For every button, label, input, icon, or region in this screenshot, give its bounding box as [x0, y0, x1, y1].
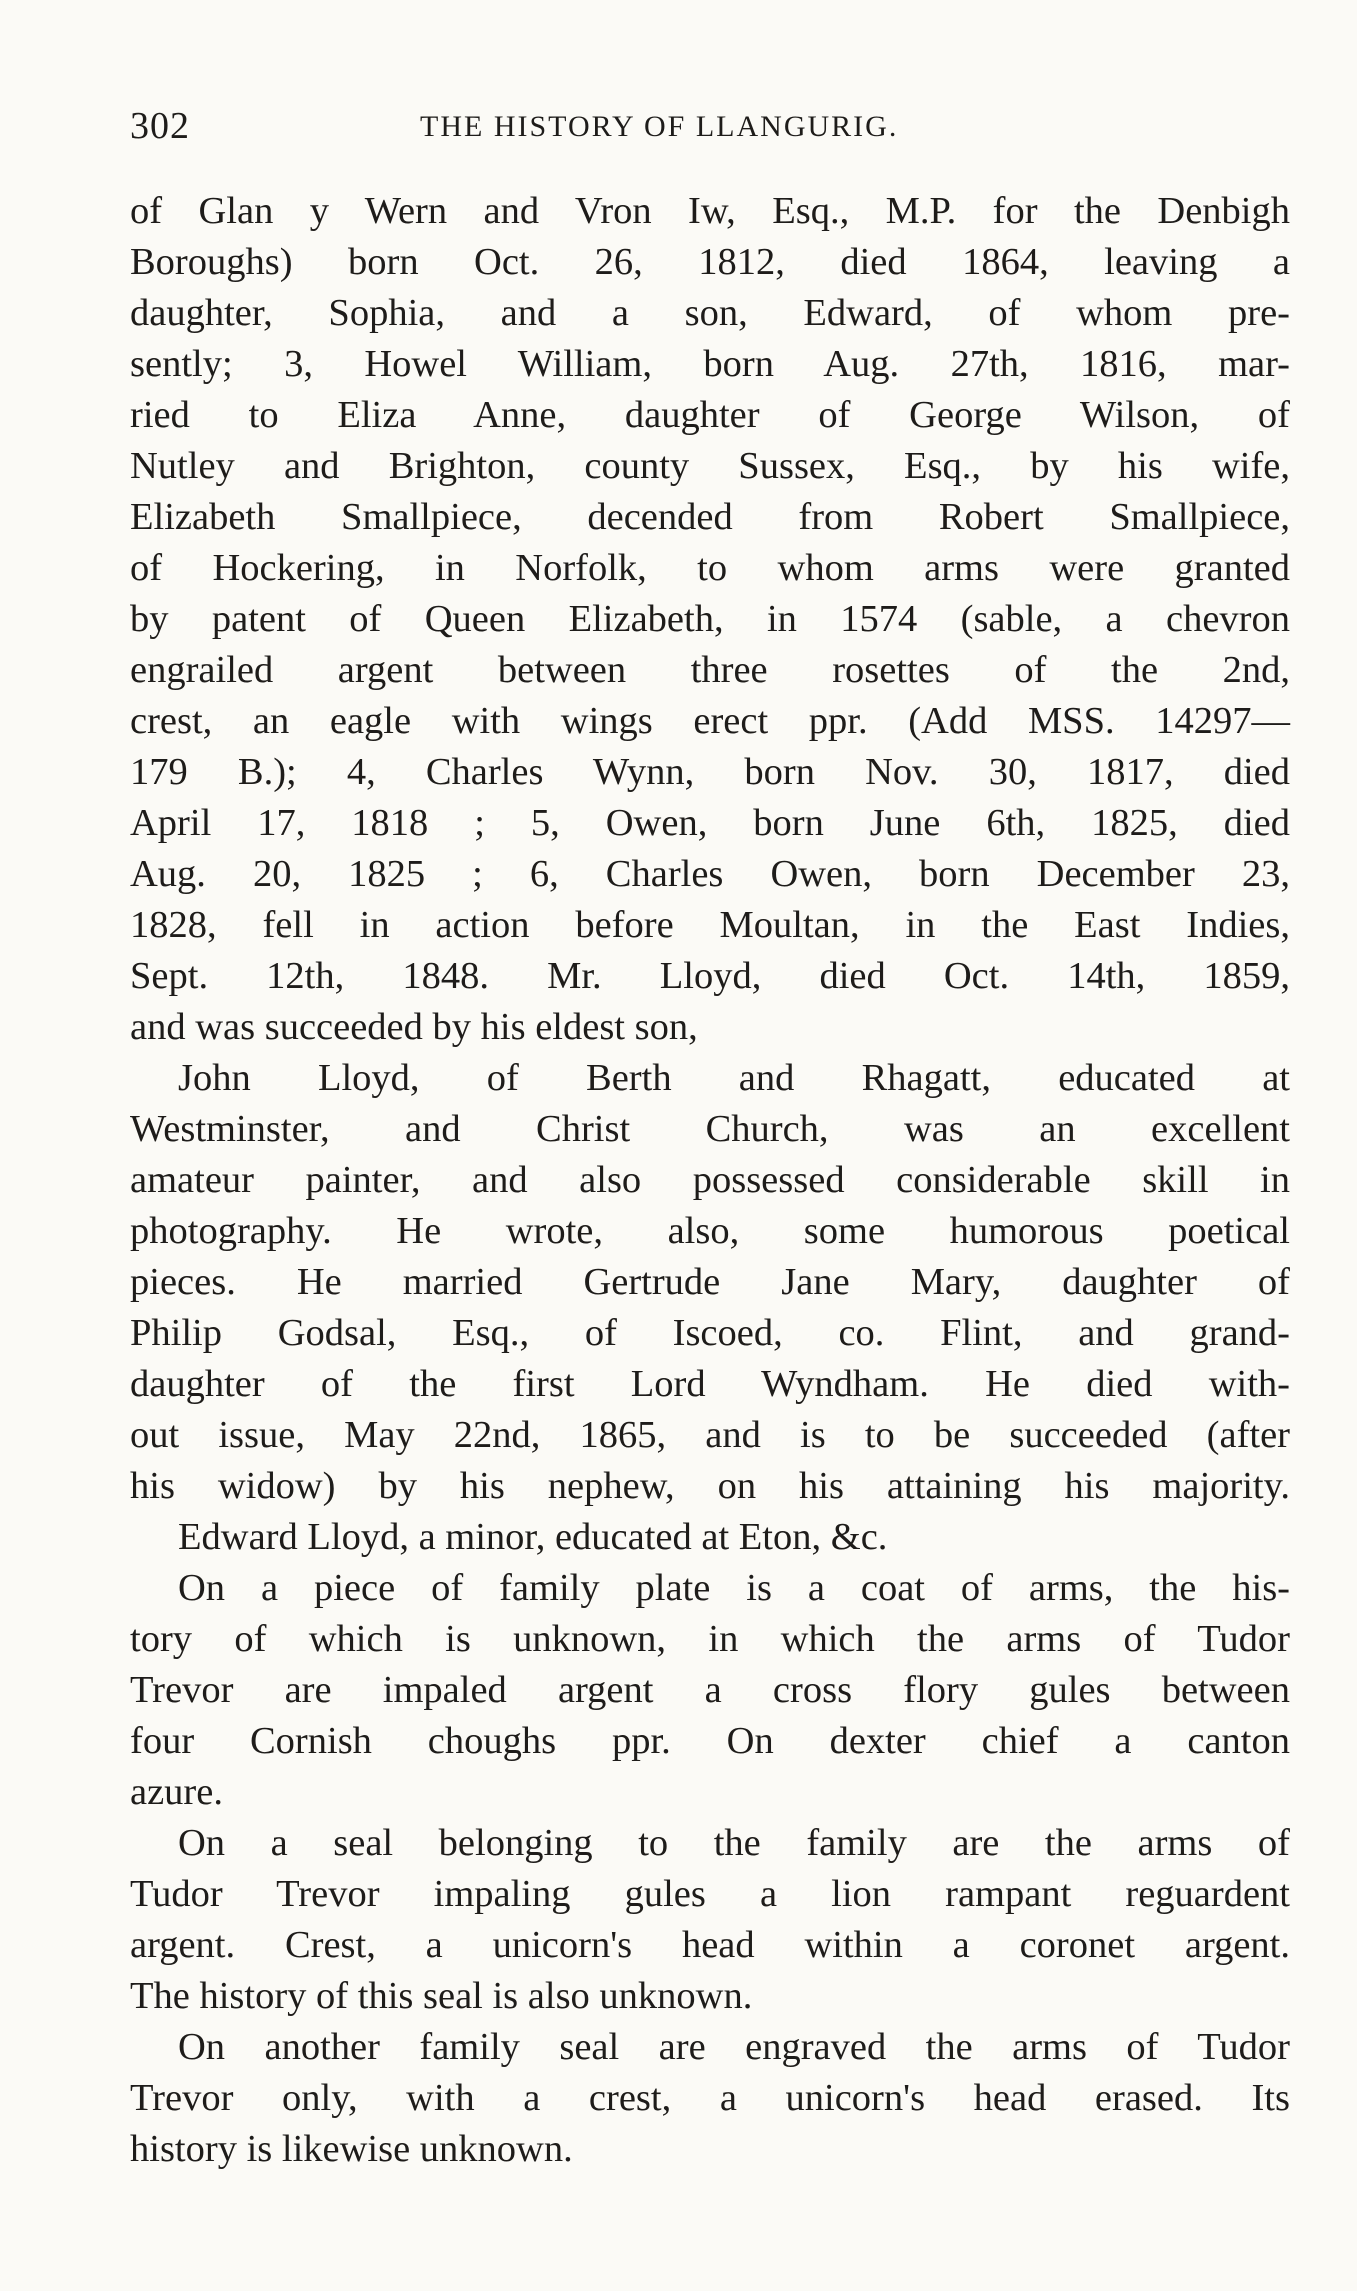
text-line: Nutley and Brighton, county Sussex, Esq., by his wife, — [130, 445, 1290, 487]
page-number: 302 — [130, 105, 190, 147]
text-line: pieces. He married Gertrude Jane Mary, daughter of — [130, 1261, 1290, 1303]
text-line: On another family seal are engraved the arms of Tudor — [178, 2026, 1290, 2068]
text-line: sently; 3, Howel William, born Aug. 27th, 1816, mar- — [130, 343, 1290, 385]
text-line: 1828, fell in action before Moultan, in the East Indies, — [130, 904, 1290, 946]
text-line: history is likewise unknown. — [130, 2128, 573, 2170]
text-line: On a seal belonging to the family are the arms of — [178, 1822, 1290, 1864]
text-line: Elizabeth Smallpiece, decended from Robert Smallpiece, — [130, 496, 1290, 538]
text-line: John Lloyd, of Berth and Rhagatt, educated at — [178, 1057, 1290, 1099]
text-line: photography. He wrote, also, some humorous poetical — [130, 1210, 1290, 1252]
text-line: and was succeeded by his eldest son, — [130, 1006, 698, 1048]
text-line: by patent of Queen Elizabeth, in 1574 (sable, a chevron — [130, 598, 1290, 640]
text-line: Aug. 20, 1825 ; 6, Charles Owen, born December 23, — [130, 853, 1290, 895]
text-line: Trevor only, with a crest, a unicorn's head erased. Its — [130, 2077, 1290, 2119]
text-line: out issue, May 22nd, 1865, and is to be succeeded (after — [130, 1414, 1290, 1456]
text-line: amateur painter, and also possessed considerable skill in — [130, 1159, 1290, 1201]
body-text — [130, 186, 1290, 2175]
text-line: daughter, Sophia, and a son, Edward, of whom pre- — [130, 292, 1290, 334]
text-line: Westminster, and Christ Church, was an excellent — [130, 1108, 1290, 1150]
text-line: Boroughs) born Oct. 26, 1812, died 1864, leaving a — [130, 241, 1290, 283]
text-line: of Hockering, in Norfolk, to whom arms were granted — [130, 547, 1290, 589]
text-line: The history of this seal is also unknown. — [130, 1975, 753, 2017]
page-header — [130, 104, 1290, 154]
text-line: 179 B.); 4, Charles Wynn, born Nov. 30, 1817, died — [130, 751, 1290, 793]
running-head: THE HISTORY OF LLANGURIG. — [420, 110, 899, 143]
text-line: Tudor Trevor impaling gules a lion rampant reguardent — [130, 1873, 1290, 1915]
text-line: engrailed argent between three rosettes of the 2nd, — [130, 649, 1290, 691]
text-line: four Cornish choughs ppr. On dexter chief a canton — [130, 1720, 1290, 1762]
text-line: daughter of the first Lord Wyndham. He died with- — [130, 1363, 1290, 1405]
text-line: ried to Eliza Anne, daughter of George Wilson, of — [130, 394, 1290, 436]
text-line: Trevor are impaled argent a cross flory gules between — [130, 1669, 1290, 1711]
text-line: azure. — [130, 1771, 223, 1813]
text-line: Sept. 12th, 1848. Mr. Lloyd, died Oct. 14th, 1859, — [130, 955, 1290, 997]
text-line: of Glan y Wern and Vron Iw, Esq., M.P. for the Denbigh — [130, 190, 1290, 232]
text-line: crest, an eagle with wings erect ppr. (Add MSS. 14297— — [130, 700, 1290, 742]
text-line: Philip Godsal, Esq., of Iscoed, co. Flint, and grand- — [130, 1312, 1290, 1354]
text-line: April 17, 1818 ; 5, Owen, born June 6th, 1825, died — [130, 802, 1290, 844]
text-line: On a piece of family plate is a coat of arms, the his- — [178, 1567, 1290, 1609]
text-line: Edward Lloyd, a minor, educated at Eton, &c. — [178, 1516, 888, 1558]
text-line: his widow) by his nephew, on his attaining his majority. — [130, 1465, 1290, 1507]
text-line: tory of which is unknown, in which the arms of Tudor — [130, 1618, 1290, 1660]
text-line: argent. Crest, a unicorn's head within a coronet argent. — [130, 1924, 1290, 1966]
